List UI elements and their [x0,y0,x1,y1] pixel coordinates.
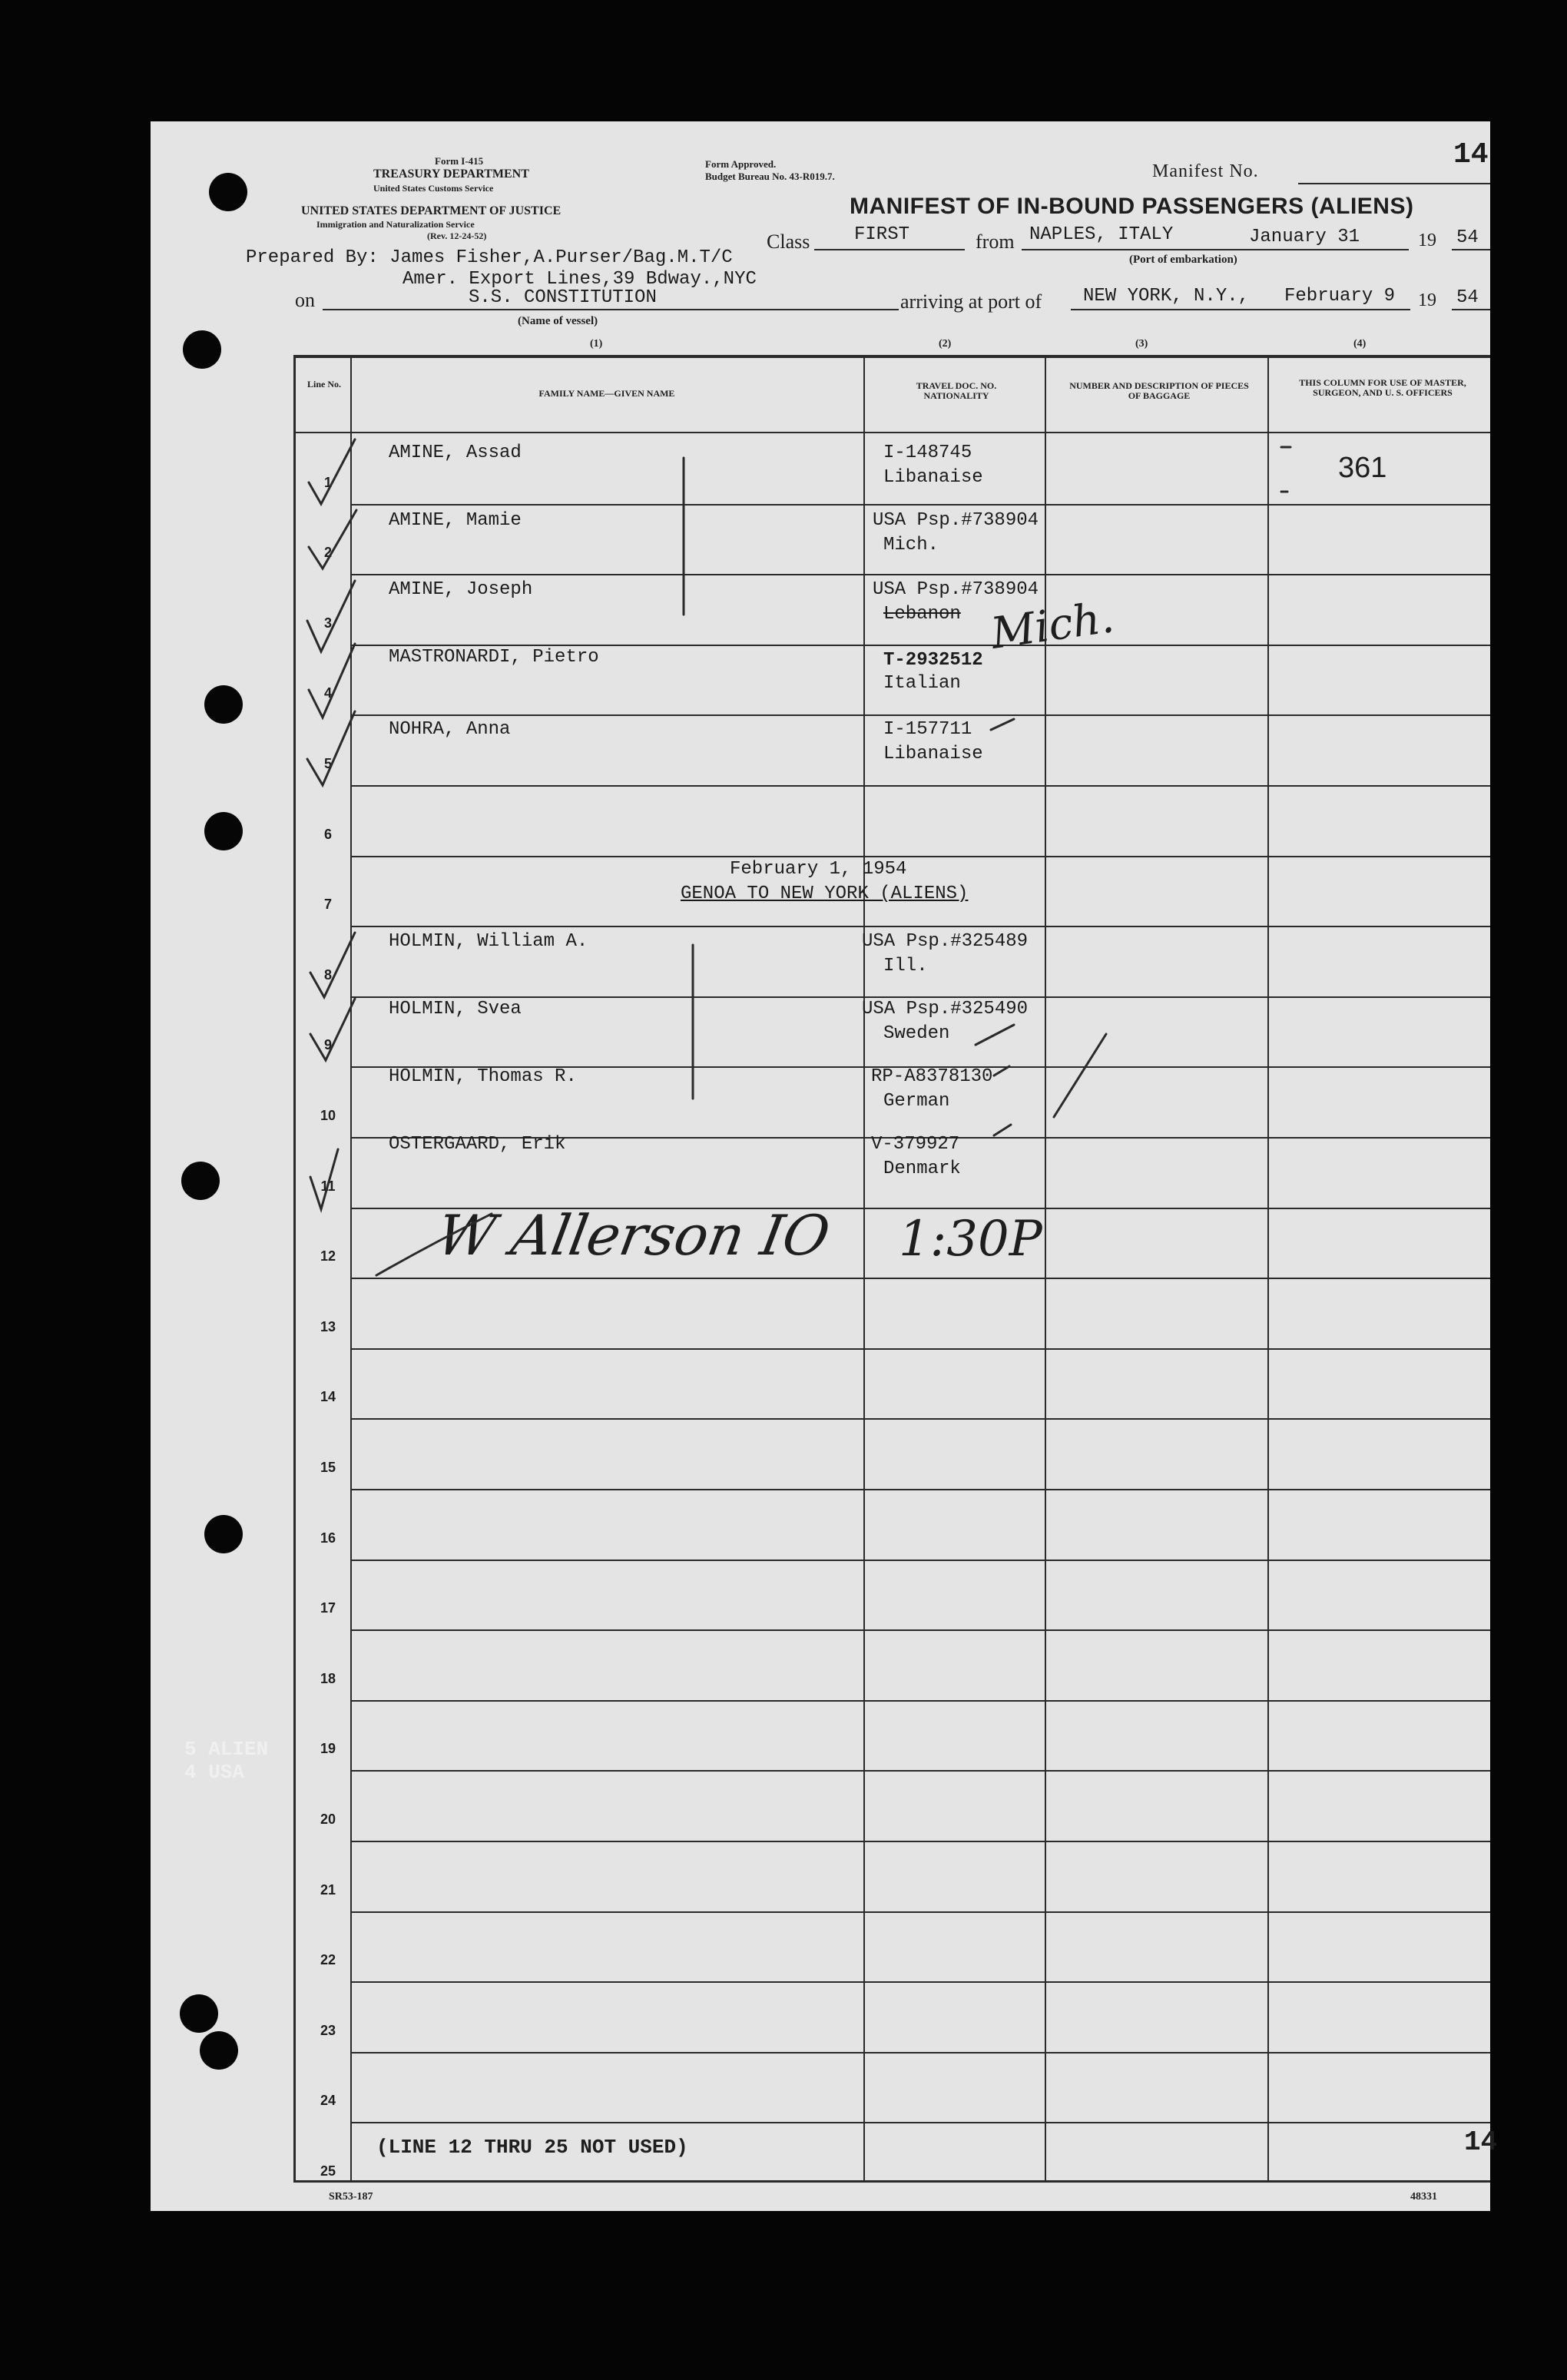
nationality: Denmark [883,1159,961,1179]
justice-dept: UNITED STATES DEPARTMENT OF JUSTICE [301,204,562,217]
line-number: 1 [323,474,332,490]
line-number: 2 [323,545,332,561]
nationality: Sweden [883,1023,950,1044]
manifest-no-label: Manifest No. [1152,161,1259,181]
travel-doc: USA Psp.#325489 [862,931,1029,952]
doc-tick [994,1125,1011,1135]
check-mark [307,581,355,651]
col-num-3: (3) [1135,338,1148,350]
from-year-prefix: 19 [1418,230,1436,250]
form-footer-code: SR53-187 [329,2191,373,2203]
signature-stroke [376,1214,492,1275]
nationality: Italian [883,673,961,694]
vessel-caption: (Name of vessel) [518,315,598,327]
line-number: 24 [320,2093,336,2109]
class-value: FIRST [854,224,910,245]
budget-bureau: Budget Bureau No. 43-R019.7. [705,171,835,182]
on-label: on [295,289,315,311]
passenger-name: HOLMIN, Thomas R. [389,1066,577,1087]
header-name: FAMILY NAME—GIVEN NAME [538,388,675,399]
line-number: 10 [320,1108,336,1123]
passenger-name: NOHRA, Anna [389,719,511,740]
treasury-dept: TREASURY DEPARTMENT [373,167,529,181]
officer-note: 361 [1338,452,1387,484]
line-number: 6 [323,826,332,842]
prepared-by-line2: Amer. Export Lines,39 Bdway.,NYC [403,269,757,290]
header-line-no: Line No. [306,379,341,389]
line-number: 3 [323,615,332,631]
passenger-name: OSTERGAARD, Erik [389,1134,566,1155]
nationality: Libanaise [883,744,983,764]
arriving-label: arriving at port of [900,290,1042,313]
passenger-name: AMINE, Mamie [389,510,522,531]
check-mark [310,999,355,1060]
travel-doc: USA Psp.#325490 [862,999,1029,1019]
revision: (Rev. 12-24-52) [427,230,487,241]
line-number: 14 [320,1389,336,1405]
nationality: Libanaise [883,467,983,488]
check-mark [310,933,355,997]
page-number: 14 [1464,2126,1498,2158]
doc-tick [976,1025,1014,1045]
line-number: 7 [323,897,332,913]
travel-doc: V-379927 [871,1134,960,1155]
header-baggage: NUMBER AND DESCRIPTION OF PIECES OF BAGGAGE [1069,380,1249,401]
check-mark [310,1149,338,1209]
inspector-signature: W Allerson IO [432,1203,835,1268]
from-year: 54 [1456,227,1479,248]
nationality: German [883,1091,950,1112]
arriving-port: NEW YORK, N.Y., [1083,286,1250,307]
passenger-name: HOLMIN, William A. [389,931,588,952]
usa-tally: 4 USA [184,1761,245,1784]
line-number: 16 [320,1530,336,1546]
nationality: Ill. [883,956,928,976]
baggage-slash [1054,1034,1106,1117]
check-mark [309,439,355,504]
travel-doc: I-148745 [883,443,972,463]
manifest-title: MANIFEST OF IN-BOUND PASSENGERS (ALIENS) [850,194,1414,219]
line-number: 22 [320,1952,336,1968]
passenger-name: AMINE, Assad [389,443,522,463]
line-number: 15 [320,1460,336,1475]
nationality-struck: Lebanon [883,604,961,625]
travel-doc: USA Psp.#738904 [873,579,1039,600]
inspection-time: 1:30P [899,1211,1042,1268]
form-footer-number: 48331 [1410,2191,1437,2203]
line-number: 17 [320,1600,336,1616]
from-date: January 31 [1249,227,1360,247]
travel-doc: USA Psp.#738904 [873,510,1039,531]
alien-tally: 5 ALIEN [184,1738,269,1761]
doc-tick [994,1066,1009,1076]
line-number: 8 [323,966,332,983]
line-number: 21 [320,1881,336,1898]
vessel-name: S.S. CONSTITUTION [469,287,657,308]
doc-tick [991,719,1014,730]
section-date: February 1, 1954 [730,859,907,880]
passenger-name: AMINE, Joseph [389,579,533,600]
travel-doc: I-157711 [883,719,972,740]
travel-doc: RP-A8378130 [871,1066,993,1087]
line-number: 13 [320,1318,336,1334]
check-mark [307,711,355,785]
header-officers: THIS COLUMN FOR USE OF MASTER, SURGEON, AND U. S. OFFICERS [1299,377,1466,398]
arriving-date: February 9 [1284,286,1396,307]
lines-not-used-note: (LINE 12 THRU 25 NOT USED) [376,2136,688,2159]
line-number: 5 [323,756,332,771]
check-mark [309,644,355,718]
from-value: NAPLES, ITALY [1029,224,1174,245]
check-mark [309,510,356,568]
arriving-year-prefix: 19 [1418,290,1436,310]
line-number: 9 [323,1037,332,1053]
form-number: Form I-415 [435,155,484,167]
class-label: Class [767,230,810,253]
arriving-year: 54 [1456,287,1479,308]
customs-service: United States Customs Service [373,183,494,194]
line-number: 18 [320,1670,336,1686]
line-number: 11 [320,1178,336,1194]
form-approved: Form Approved. [705,158,777,170]
ins-service: Immigration and Naturalization Service [316,219,475,230]
col-num-4: (4) [1353,338,1367,350]
header-travel: TRAVEL DOC. NO. NATIONALITY [916,380,997,401]
from-label: from [976,230,1015,253]
line-number: 20 [320,1812,336,1827]
line-number: 25 [320,2163,336,2179]
line-number: 12 [320,1248,336,1265]
col-num-1: (1) [590,338,603,350]
port-embark-caption: (Port of embarkation) [1129,254,1237,266]
manifest-no-value: 14 [1453,138,1489,171]
line-number: 23 [320,2022,336,2038]
prepared-by: Prepared By: James Fisher,A.Purser/Bag.M.T/C [246,247,733,268]
col-num-2: (2) [939,338,952,350]
section-route: GENOA TO NEW YORK (ALIENS) [681,883,969,904]
line-number: 4 [323,685,332,701]
travel-doc: T-2932512 [883,650,983,671]
handwritten-note: Mich. [988,592,1118,659]
passenger-name: MASTRONARDI, Pietro [389,647,599,668]
passenger-name: HOLMIN, Svea [389,999,522,1019]
line-number: 19 [320,1741,336,1757]
nationality: Mich. [883,535,939,555]
